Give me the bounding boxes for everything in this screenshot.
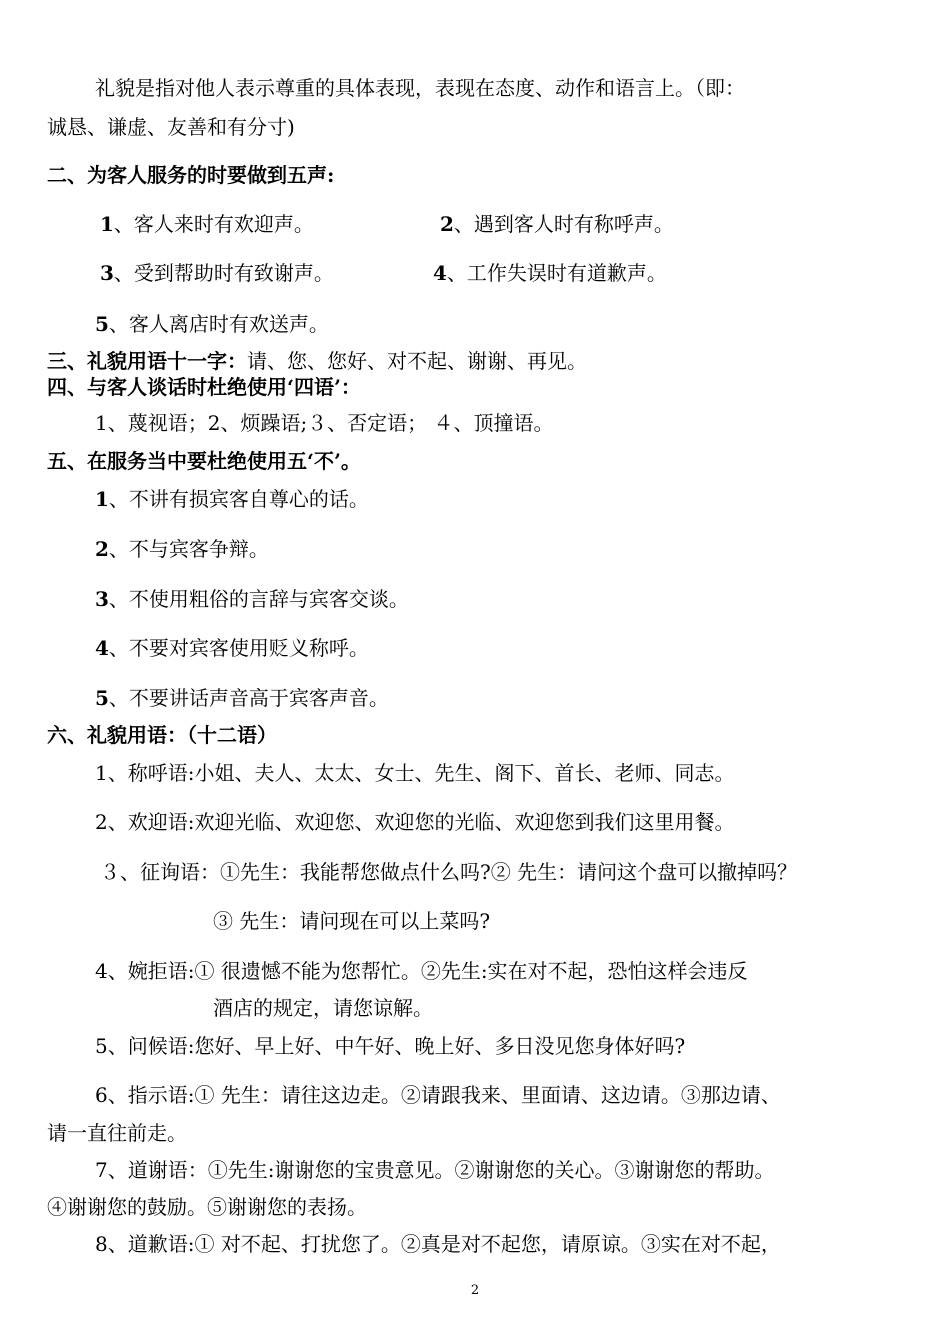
section-2-heading: 二、为客人服务的时要做到五声: (47, 163, 335, 187)
polite-phrase-2: 2、欢迎语:欢迎光临、欢迎您、欢迎您的光临、欢迎您到我们这里用餐。 (95, 810, 735, 834)
section-5-heading: 五、在服务当中要杜绝使用五‘不’。 (47, 449, 361, 473)
five-voices-item-1: 1、客人来时有欢迎声。 (100, 212, 314, 236)
section-3-line (47, 348, 587, 374)
section-3-heading: 三、礼貌用语十一字： (47, 349, 247, 373)
polite-phrase-7a: 7、道谢语：①先生:谢谢您的宝贵意见。②谢谢您的关心。③谢谢您的帮助。 (95, 1158, 775, 1182)
five-nots-item-2: 2、不与宾客争辩。 (95, 537, 269, 561)
polite-phrase-6a: 6、指示语:① 先生：请往这边走。②请跟我来、里面请、这边请。③那边请、 (95, 1083, 781, 1107)
five-nots-item-5: 5、不要讲话声音高于宾客声音。 (95, 686, 389, 710)
section-4-heading: 四、与客人谈话时杜绝使用‘四语’： (47, 375, 361, 399)
polite-phrase-6b: 请一直往前走。 (47, 1121, 187, 1145)
intro-line-1: 礼貌是指对他人表示尊重的具体表现，表现在态度、动作和语言上。（即： (95, 76, 745, 100)
polite-phrase-3b: ③ 先生：请问现在可以上菜吗? (213, 909, 491, 933)
five-voices-item-5: 5、客人离店时有欢送声。 (95, 312, 329, 336)
five-nots-item-3: 3、不使用粗俗的言辞与宾客交谈。 (95, 587, 409, 611)
polite-phrase-3a: ３、征询语：①先生：我能帮您做点什么吗?② 先生：请问这个盘可以撤掉吗？ (100, 860, 798, 884)
section-6-heading: 六、礼貌用语：（十二语） (47, 723, 277, 747)
polite-phrase-7b: ④谢谢您的鼓励。⑤谢谢您的表扬。 (47, 1195, 367, 1219)
polite-phrase-8a: 8、道歉语:① 对不起、打扰您了。②真是对不起您，请原谅。③实在对不起， (95, 1232, 781, 1256)
five-voices-item-4: 4、工作失误时有道歉声。 (433, 261, 667, 285)
five-voices-item-3: 3、受到帮助时有致谢声。 (100, 261, 334, 285)
page-number: 2 (470, 1283, 480, 1298)
five-voices-item-2: 2、遇到客人时有称呼声。 (440, 212, 674, 236)
polite-phrase-4b: 酒店的规定，请您谅解。 (213, 996, 433, 1020)
intro-line-2: 诚恳、谦虚、友善和有分寸) (47, 115, 295, 139)
five-nots-item-1: 1、不讲有损宾客自尊心的话。 (95, 487, 369, 511)
section-4-text: 1、蔑视语；2、烦躁语;３、否定语； ４、顶撞语。 (95, 411, 554, 435)
polite-phrase-5: 5、问候语:您好、早上好、中午好、晚上好、多日没见您身体好吗? (95, 1034, 686, 1058)
polite-phrase-1: 1、称呼语:小姐、夫人、太太、女士、先生、阁下、首长、老师、同志。 (95, 761, 735, 785)
five-nots-item-4: 4、不要对宾客使用贬义称呼。 (95, 636, 369, 660)
polite-phrase-4a: 4、婉拒语:① 很遗憾不能为您帮忙。②先生:实在对不起，恐怕这样会违反 (95, 959, 748, 983)
section-3-text: 请、您、您好、对不起、谢谢、再见。 (247, 349, 587, 373)
